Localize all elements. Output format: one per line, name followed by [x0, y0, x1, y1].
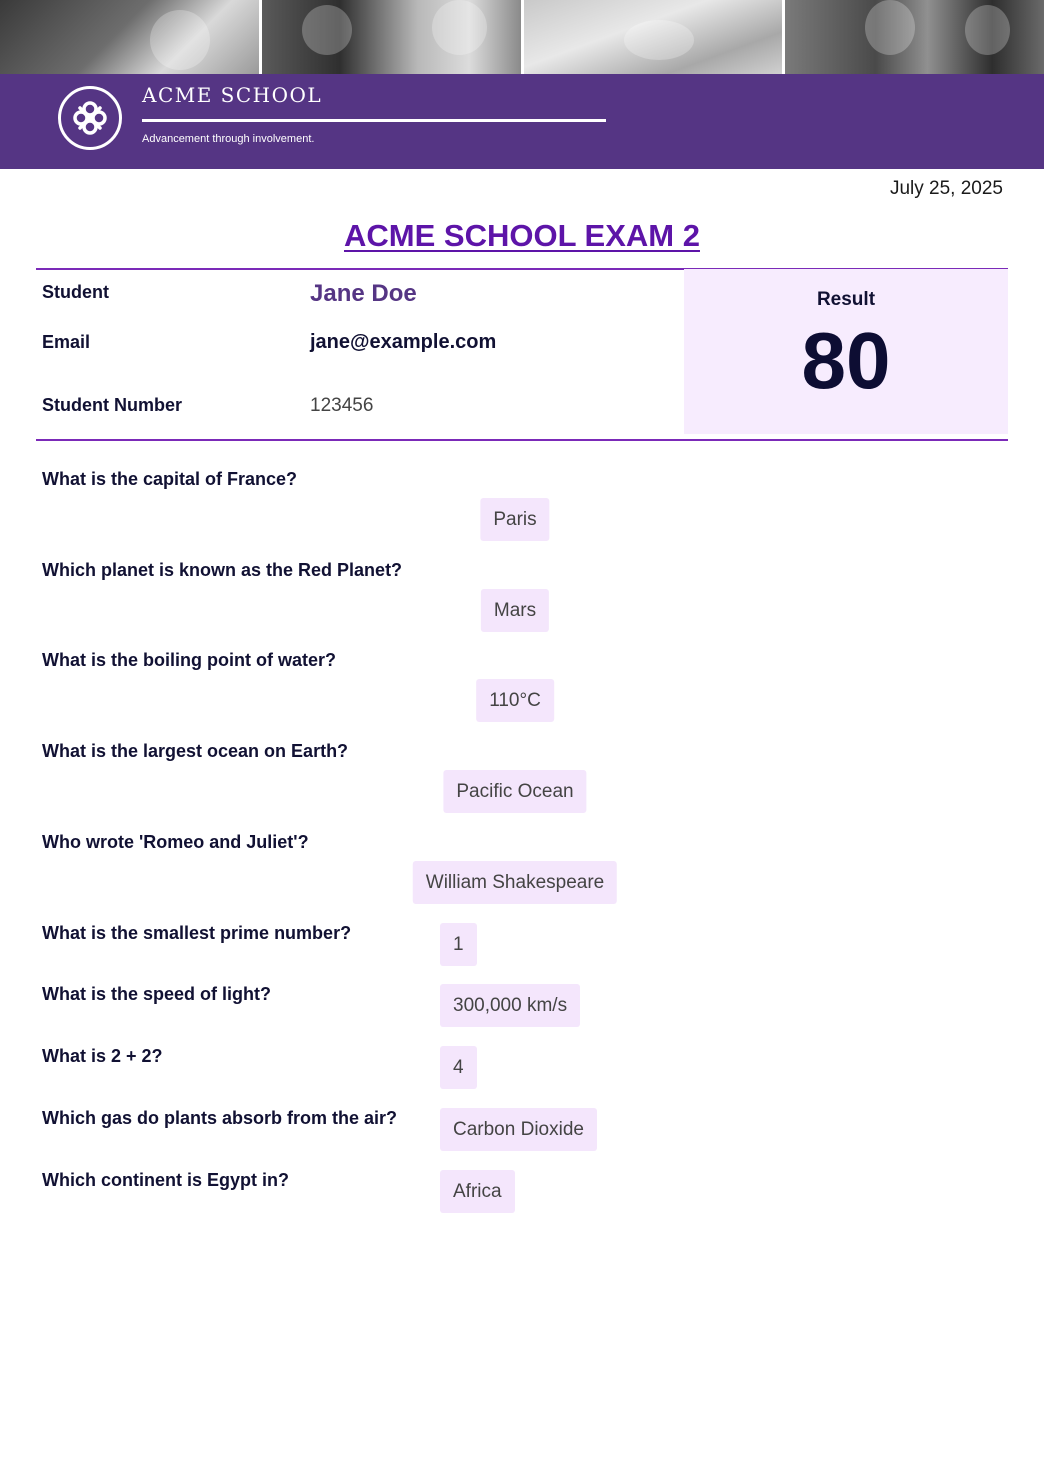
student-number-label: Student Number — [42, 395, 183, 415]
result-label: Result — [816, 289, 876, 310]
school-name: ACME SCHOOL — [142, 83, 323, 107]
question-text: What is the capital of France? — [42, 469, 298, 489]
result-box — [684, 269, 1008, 434]
school-tagline: Advancement through involvement. — [142, 133, 315, 145]
question-text: Which continent is Egypt in? — [42, 1170, 289, 1190]
answer-value: 1 — [440, 923, 477, 966]
photo-students-smiling — [262, 0, 521, 74]
question-text: What is the largest ocean on Earth? — [42, 741, 349, 761]
question-text: What is 2 + 2? — [42, 1046, 163, 1066]
acme-knot-logo-icon — [58, 86, 122, 150]
banner-divider — [142, 119, 606, 122]
student-number: 123456 — [310, 395, 374, 416]
answer-value: Paris — [480, 498, 549, 541]
answer-value: 300,000 km/s — [440, 984, 580, 1027]
answer-value: Africa — [440, 1170, 515, 1213]
student-label: Student — [42, 282, 109, 302]
student-email: jane@example.com — [310, 331, 497, 353]
question-text: What is the boiling point of water? — [42, 650, 336, 670]
question-text: Which gas do plants absorb from the air? — [42, 1108, 398, 1128]
question-text: Which planet is known as the Red Planet? — [42, 560, 403, 580]
answer-value: Mars — [481, 589, 549, 632]
bottom-divider — [36, 439, 1008, 441]
photo-students-talking — [785, 0, 1044, 74]
question-text: What is the smallest prime number? — [42, 923, 352, 943]
answer-value: Pacific Ocean — [443, 770, 586, 813]
answer-value: 4 — [440, 1046, 477, 1089]
question-text: What is the speed of light? — [42, 984, 271, 1004]
answer-value: 110°C — [476, 679, 554, 722]
photo-writing-hands — [0, 0, 259, 74]
header-photo-strip — [0, 0, 1044, 74]
email-label: Email — [42, 332, 91, 352]
result-score: 80 — [801, 316, 891, 405]
answer-value: William Shakespeare — [413, 861, 617, 904]
photo-student-writing — [524, 0, 783, 74]
exam-date: July 25, 2025 — [889, 178, 1003, 199]
student-name: Jane Doe — [310, 280, 417, 307]
school-banner — [0, 74, 1044, 169]
page-title: ACME SCHOOL EXAM 2 — [344, 218, 700, 253]
question-text: Who wrote 'Romeo and Juliet'? — [42, 832, 309, 852]
answer-value: Carbon Dioxide — [440, 1108, 597, 1151]
